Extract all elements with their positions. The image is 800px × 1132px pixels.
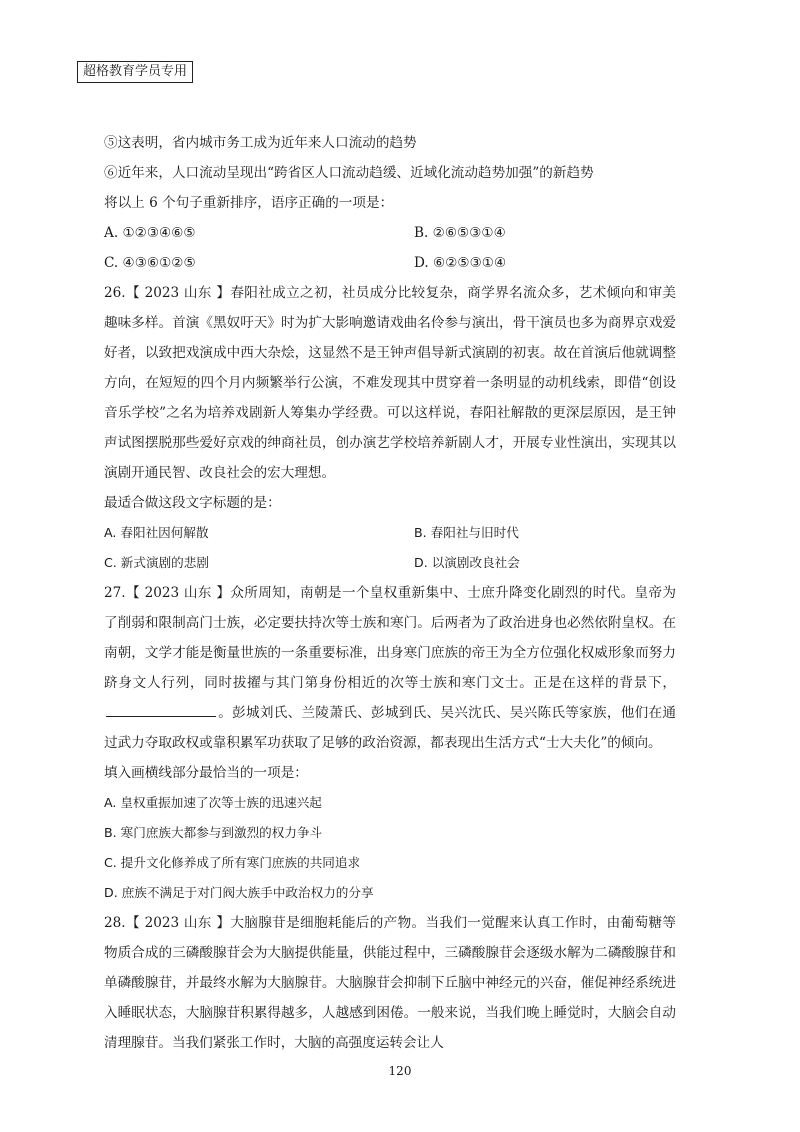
page-content [104,128,676,1058]
q26-options-row-2 [104,548,676,578]
q27-stem [104,578,676,758]
q25-option-d: D. ⑥②⑤③①④ [414,255,507,271]
q25-sentence-6: ⑥近年来，人口流动呈现出“跨省区人口流动趋缓、近域化流动趋势加强”的新趋势 [104,165,594,181]
q26-option-b: B. 春阳社与旧时代 [414,525,519,540]
q27-answer-blank [106,702,216,717]
q27-option-a: A. 皇权重振加速了次等士族的迅速兴起 [104,795,322,810]
q26-passage: 春阳社成立之初，社员成分比较复杂，商学界名流众多，艺术倾向和审美趣味多样。首演《黑奴吁天》时为扩大影响邀请戏曲名伶参与演出，骨干演员也多为商界京戏爱好者，以致把戏演成中西大杂烩，这显然不是王钟声倡导新式演剧的初衷。故在首演后他就调整方向，在短短的四个月内频繁举行公演，不难发现其中贯穿着一条明显的动机线索，即借“创设音乐学校”之名为培养戏剧新人筹集办学经费。可以这样说，春阳社解散的更深层原因，是王钟声试图摆脱那些爱好京戏的绅商社员，创办演艺学校培养新剧人才，开展专业性演出，实现其以演剧开通民智、改良社会的宏大理想。 [104,285,676,481]
q27-passage-part-1: 众所周知，南朝是一个皇权重新集中、士庶升降变化剧烈的时代。皇帝为了削弱和限制高门士族，必定要扶持次等士族和寒门。后两者为了政治进身也必然依附皇权。在南朝，文学才能是衡量世族的一条重要标准，出身寒门庶族的帝王为全方位强化权威形象而努力跻身文人行列，同时拔擢与其门第身份相近的次等士族和寒门文士。正是在这样的背景下， [104,585,676,691]
q27-passage-part-2: 。彭城刘氏、兰陵萧氏、彭城到氏、吴兴沈氏、吴兴陈氏等家族，他们在通过武力夺取政权或靠积累军功获取了足够的政治资源，都表现出生活方式“士大夫化”的倾向。 [104,705,676,751]
q27-option-b: B. 寒门庶族大都参与到激烈的权力争斗 [104,825,323,840]
q27-option-c: C. 提升文化修养成了所有寒门庶族的共同追求 [104,855,361,870]
q26-prompt: 最适合做这段文字标题的是： [104,495,281,511]
q26-option-d: D. 以演剧改良社会 [414,555,520,570]
q26-option-c: C. 新式演剧的悲剧 [104,555,209,570]
q25-options-row-1 [104,218,676,248]
header-label: 超格教育学员专用 [83,64,188,79]
q26-number: 26.【 2023 山东 】 [104,285,231,301]
q27-prompt: 填入画横线部分最恰当的一项是： [104,765,308,781]
q25-option-c: C. ④③⑥①②⑤ [104,255,196,271]
page-number: 120 [388,1064,412,1078]
q27-option-d: D. 庶族不满足于对门阀大族手中政治权力的分享 [104,885,374,900]
q28-passage: 大脑腺苷是细胞耗能后的产物。当我们一觉醒来认真工作时，由葡萄糖等物质合成的三磷酸腺苷会为大脑提供能量，供能过程中，三磷酸腺苷会逐级水解为二磷酸腺苷和单磷酸腺苷，并最终水解为大脑腺苷。大脑腺苷会抑制下丘脑中神经元的兴奋，催促神经系统进入睡眠状态，大脑腺苷积累得越多，人越感到困倦。一般来说，当我们晚上睡觉时，大脑会自动清理腺苷。当我们紧张工作时，大脑的高强度运转会让人 [104,915,676,1051]
q25-option-b: B. ②⑥⑤③①④ [414,225,506,241]
header-label-box [77,61,193,83]
q25-option-a: A. ①②③④⑥⑤ [104,225,196,241]
q26-options-row-1 [104,518,676,548]
q25-prompt: 将以上 6 个句子重新排序，语序正确的一项是： [104,195,394,211]
q26-stem [104,278,676,488]
q27-number: 27.【 2023 山东 】 [104,585,231,601]
q25-options-row-2 [104,248,676,278]
q25-sentence-5: ⑤这表明，省内城市务工成为近年来人口流动的趋势 [104,135,417,151]
q26-option-a: A. 春阳社因何解散 [104,525,209,540]
q28-stem [104,908,676,1058]
q28-number: 28.【 2023 山东 】 [104,915,231,931]
